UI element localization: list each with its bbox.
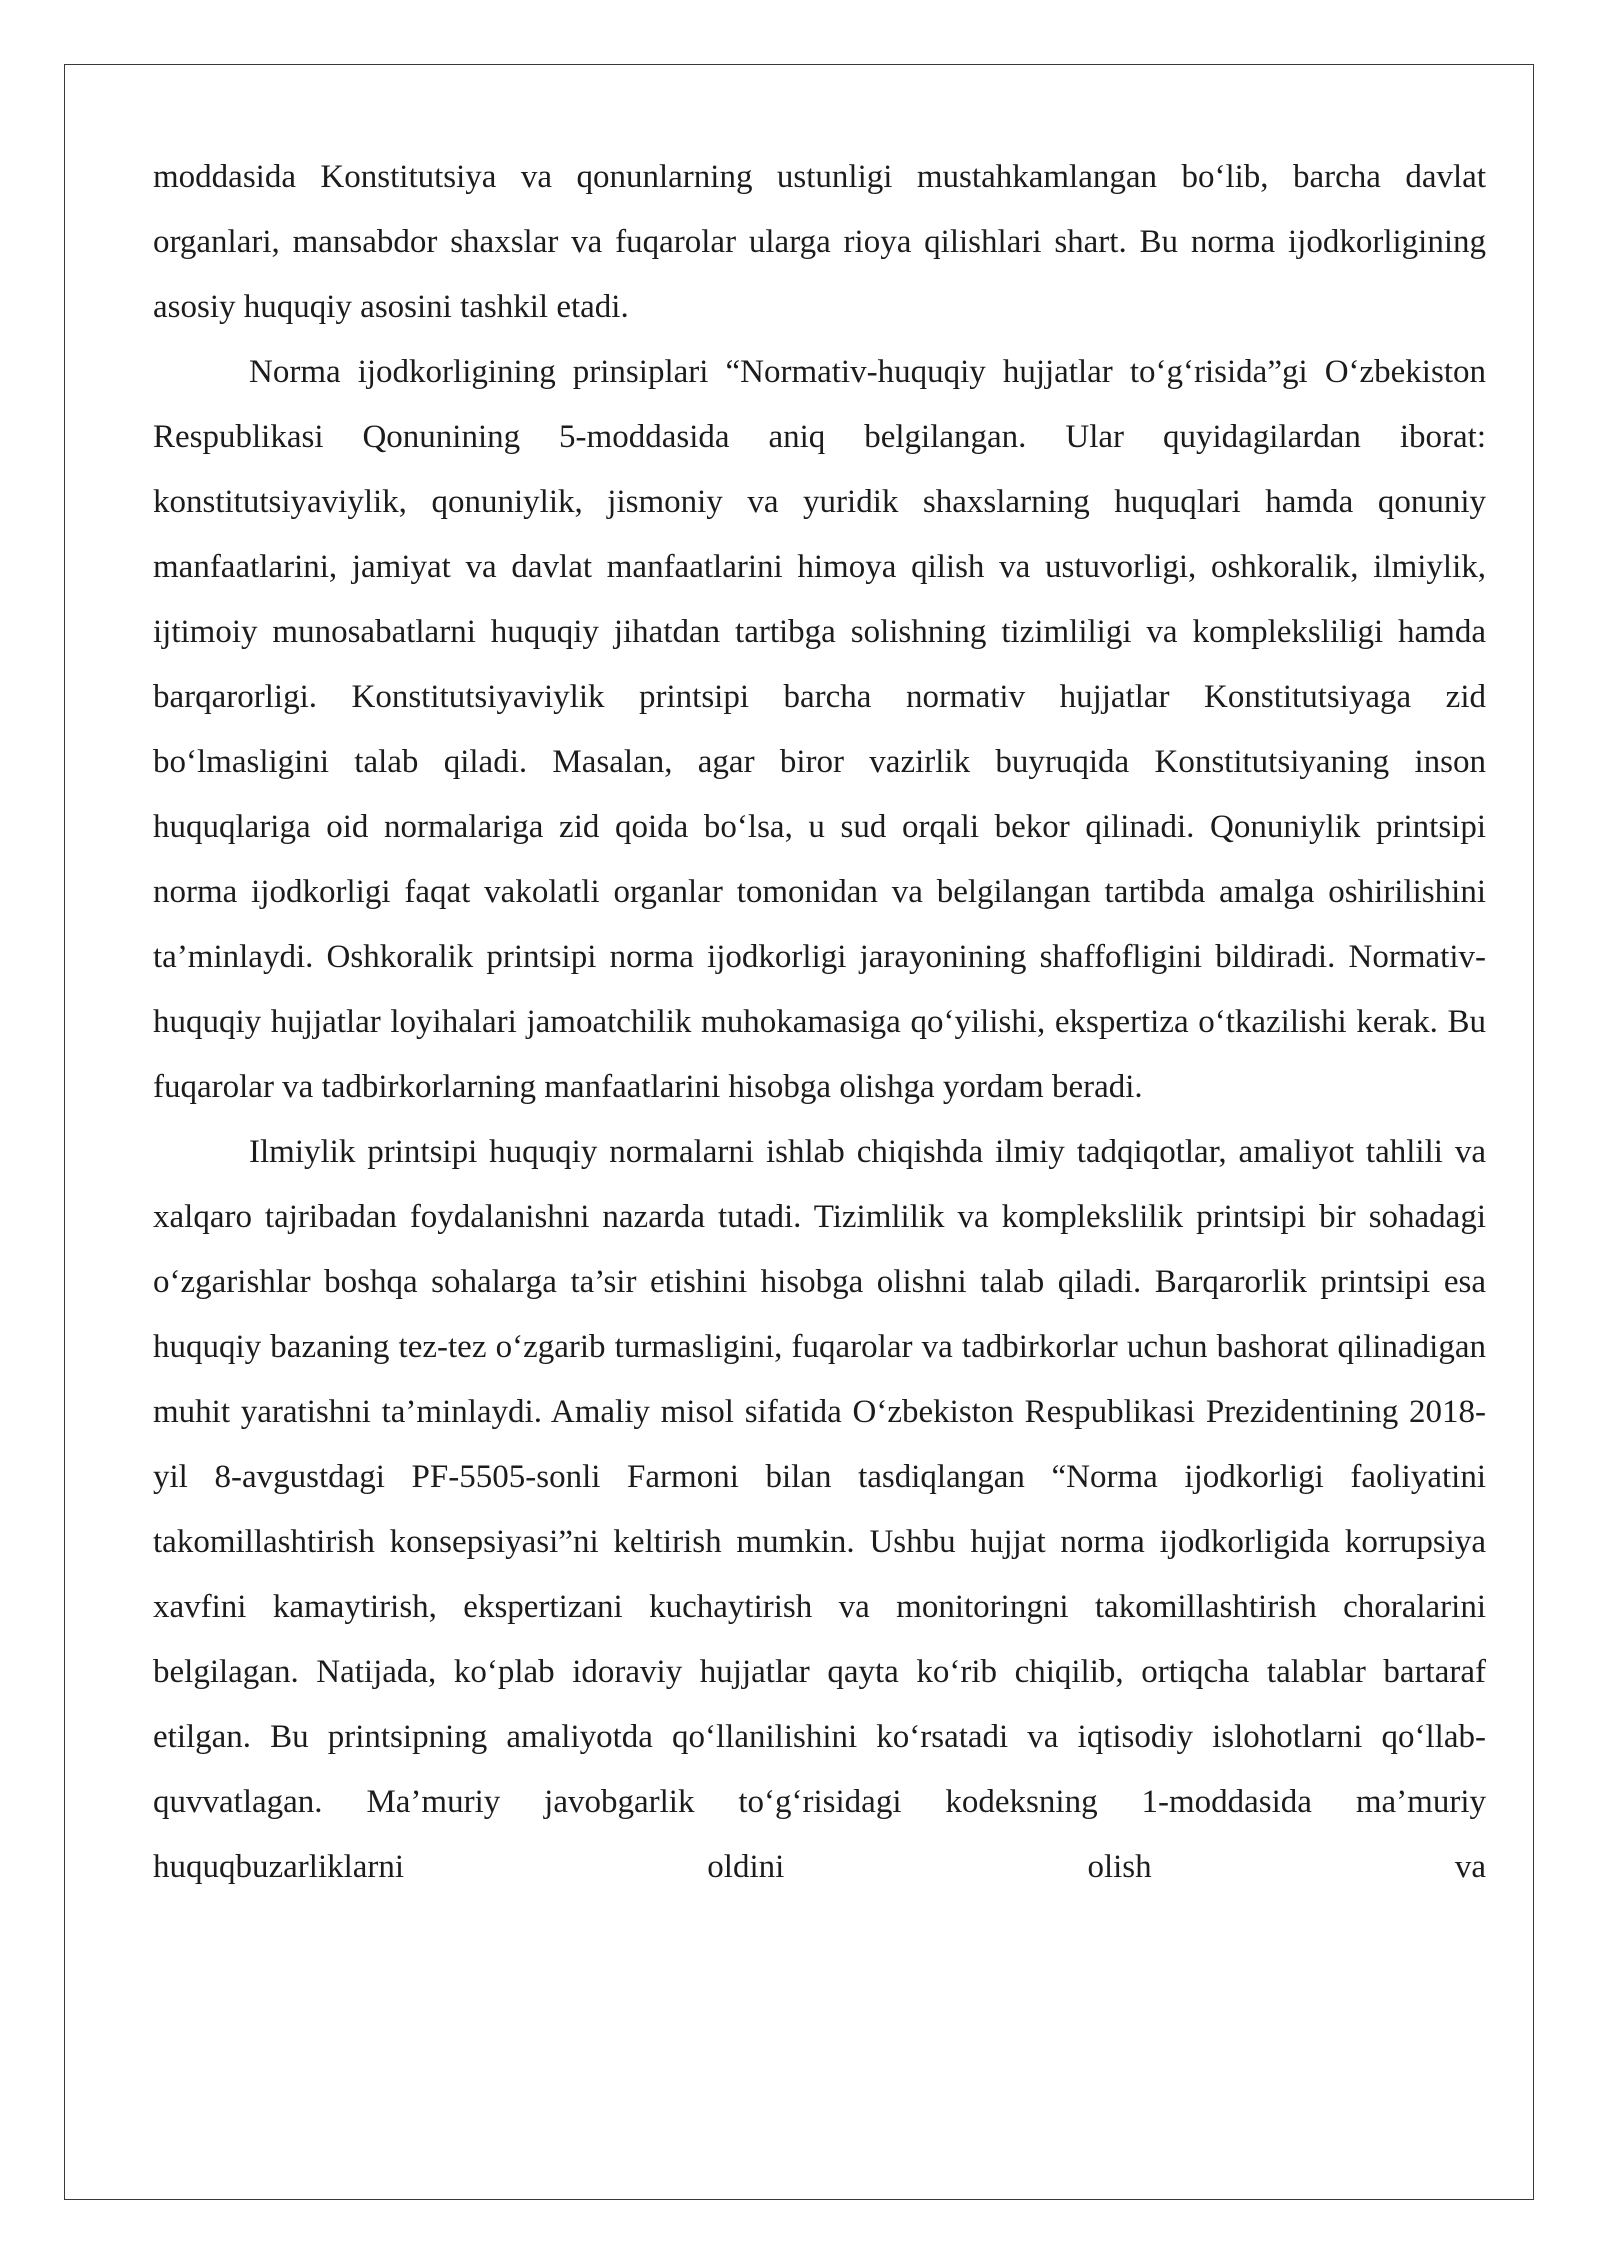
paragraph-principles: Norma ijodkorligining prinsiplari “Normativ-huquqiy hujjatlar to‘g‘risida”gi O‘zbekiston Respublikasi Qonunining 5-moddasida aniq belgilangan. Ular quyidagilardan iborat: konstitutsiyaviylik, qonuniylik, jismoniy va yuridik shaxslarning huquqlari hamda qonuniy manfaatlarini, jamiyat va davlat manfaatlarini himoya qilish va ustuvorligi, oshkoralik, ilmiylik, ijtimoiy munosabatlarni huquqiy jihatdan tartibga solishning tizimliligi va kompleksliligi hamda barqarorligi. Konstitutsiyaviylik printsipi barcha normativ hujjatlar Konstitutsiyaga zid bo‘lmasligini talab qiladi. Masalan, agar biror vazirlik buyruqida Konstitutsiyaning inson huquqlariga oid normalariga zid qoida bo‘lsa, u sud orqali bekor qilinadi. Qonuniylik printsipi norma ijodkorligi faqat vakolatli organlar tomonidan va belgilangan tartibda amalga oshirilishini ta’minlaydi. Oshkoralik printsipi norma ijodkorligi jarayonining shaffofligini bildiradi. Normativ-huquqiy hujjatlar loyihalari jamoatchilik muhokamasiga qo‘yilishi, ekspertiza o‘tkazilishi kerak. Bu fuqarolar va tadbirkorlarning manfaatlarini hisobga olishga yordam beradi.	[153, 354, 1486, 1105]
paragraph-science-principle: Ilmiylik printsipi huquqiy normalarni ishlab chiqishda ilmiy tadqiqotlar, amaliyot tahlili va xalqaro tajribadan foydalanishni nazarda tutadi. Tizimlilik va komplekslilik printsipi bir sohadagi o‘zgarishlar boshqa sohalarga ta’sir etishini hisobga olishni talab qiladi. Barqarorlik printsipi esa huquqiy bazaning tez-tez o‘zgarib turmasligini, fuqarolar va tadbirkorlar uchun bashorat qilinadigan muhit yaratishni ta’minlaydi. Amaliy misol sifatida O‘zbekiston Respublikasi Prezidentining 2018-yil 8-avgustdagi PF-5505-sonli Farmoni bilan tasdiqlangan “Norma ijodkorligi faoliyatini takomillashtirish konsepsiyasi”ni keltirish mumkin. Ushbu hujjat norma ijodkorligida korrupsiya xavfini kamaytirish, ekspertizani kuchaytirish va monitoringni takomillashtirish choralarini belgilagan. Natijada, ko‘plab idoraviy hujjatlar qayta ko‘rib chiqilib, ortiqcha talablar bartaraf etilgan. Bu printsipning amaliyotda qo‘llanilishini ko‘rsatadi va iqtisodiy islohotlarni qo‘llab-quvvatlagan. Ma’muriy javobgarlik to‘g‘risidagi kodeksning 1-moddasida ma’muriy huquqbuzarliklarni oldini olish va	[153, 1134, 1486, 1885]
paragraph-continuation: moddasida Konstitutsiya va qonunlarning ustunligi mustahkamlangan bo‘lib, barcha davlat organlari, mansabdor shaxslar va fuqarolar ularga rioya qilishlari shart. Bu norma ijodkorligining asosiy huquqiy asosini tashkil etadi.	[153, 159, 1486, 325]
document-body	[153, 145, 1486, 1900]
